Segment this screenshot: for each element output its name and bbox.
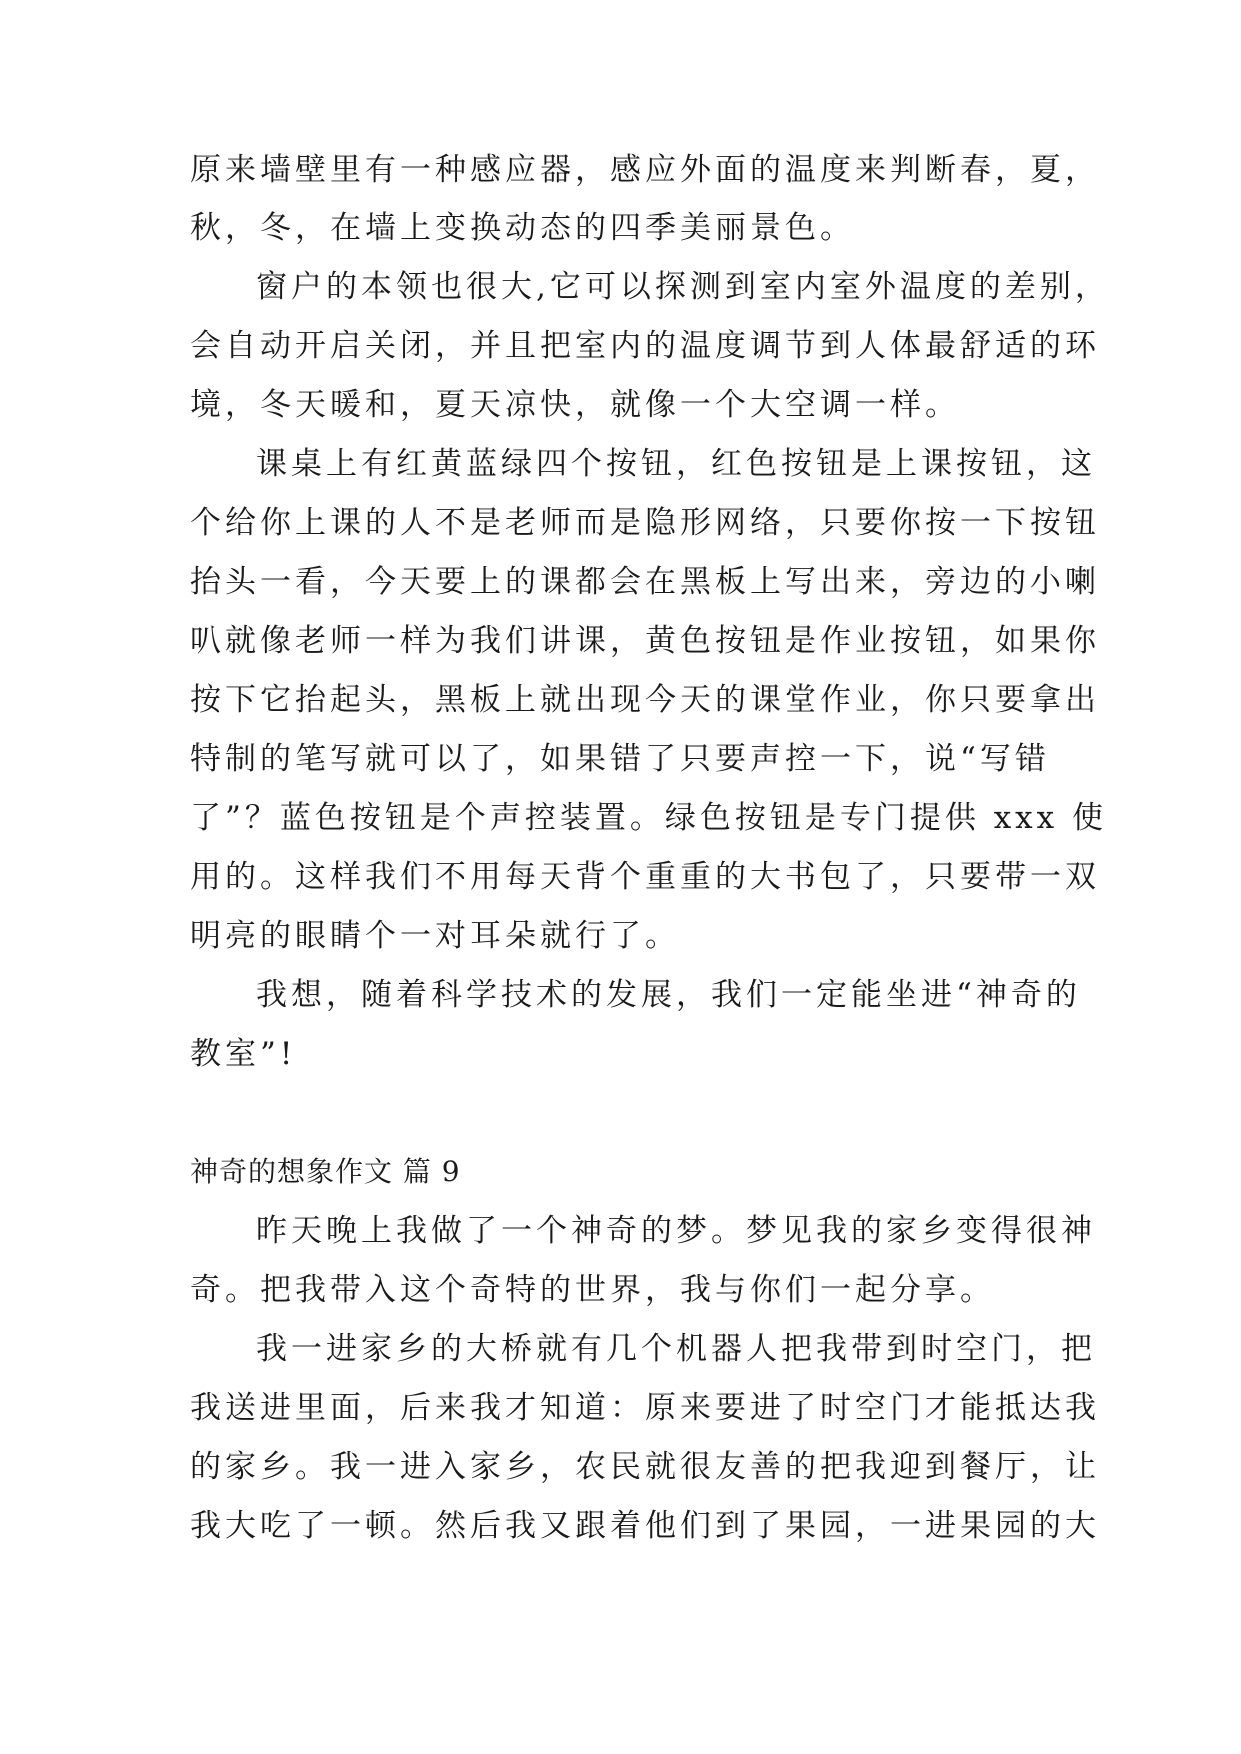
- paragraph-line: 课桌上有红黄蓝绿四个按钮，红色按钮是上课按钮，这: [256, 446, 1096, 482]
- section-heading: 神奇的想象作文 篇 9: [190, 1155, 461, 1188]
- paragraph-line: 原来墙壁里有一种感应器，感应外面的温度来判断春，夏，: [190, 152, 1100, 188]
- paragraph-line: 叭就像老师一样为我们讲课，黄色按钮是作业按钮，如果你: [190, 623, 1100, 659]
- paragraph-line: 的家乡。我一进入家乡，农民就很友善的把我迎到餐厅，让: [190, 1449, 1100, 1485]
- paragraph-line: 奇。把我带入这个奇特的世界，我与你们一起分享。: [190, 1272, 995, 1308]
- paragraph-line: 我大吃了一顿。然后我又跟着他们到了果园，一进果园的大: [190, 1508, 1100, 1544]
- paragraph-line: 我送进里面，后来我才知道：原来要进了时空门才能抵达我: [190, 1390, 1100, 1426]
- paragraph-line: 用的。这样我们不用每天背个重重的大书包了，只要带一双: [190, 859, 1100, 895]
- paragraph-line: 个给你上课的人不是老师而是隐形网络，只要你按一下按钮: [190, 505, 1100, 541]
- paragraph-line: 昨天晚上我做了一个神奇的梦。梦见我的家乡变得很神: [256, 1213, 1096, 1249]
- paragraph-line: 明亮的眼睛个一对耳朵就行了。: [190, 918, 680, 954]
- paragraph-line: 教室”!: [190, 1036, 297, 1072]
- paragraph-line: 我一进家乡的大桥就有几个机器人把我带到时空门，把: [256, 1331, 1096, 1367]
- paragraph-line: 抬头一看，今天要上的课都会在黑板上写出来，旁边的小喇: [190, 564, 1100, 600]
- paragraph-line: 会自动开启关闭，并且把室内的温度调节到人体最舒适的环: [190, 328, 1100, 364]
- paragraph-line: 按下它抬起头，黑板上就出现今天的课堂作业，你只要拿出: [190, 682, 1100, 718]
- paragraph-line: 窗户的本领也很大,它可以探测到室内室外温度的差别，: [256, 269, 1110, 305]
- paragraph-line: 了”？蓝色按钮是个声控装置。绿色按钮是专门提供 xxx 使: [190, 800, 1108, 836]
- paragraph-line: 我想，随着科学技术的发展，我们一定能坐进“神奇的: [256, 977, 1081, 1013]
- paragraph-line: 境，冬天暖和，夏天凉快，就像一个大空调一样。: [190, 387, 960, 423]
- paragraph-line: 特制的笔写就可以了，如果错了只要声控一下，说“写错: [190, 741, 1050, 777]
- paragraph-line: 秋，冬，在墙上变换动态的四季美丽景色。: [190, 210, 855, 246]
